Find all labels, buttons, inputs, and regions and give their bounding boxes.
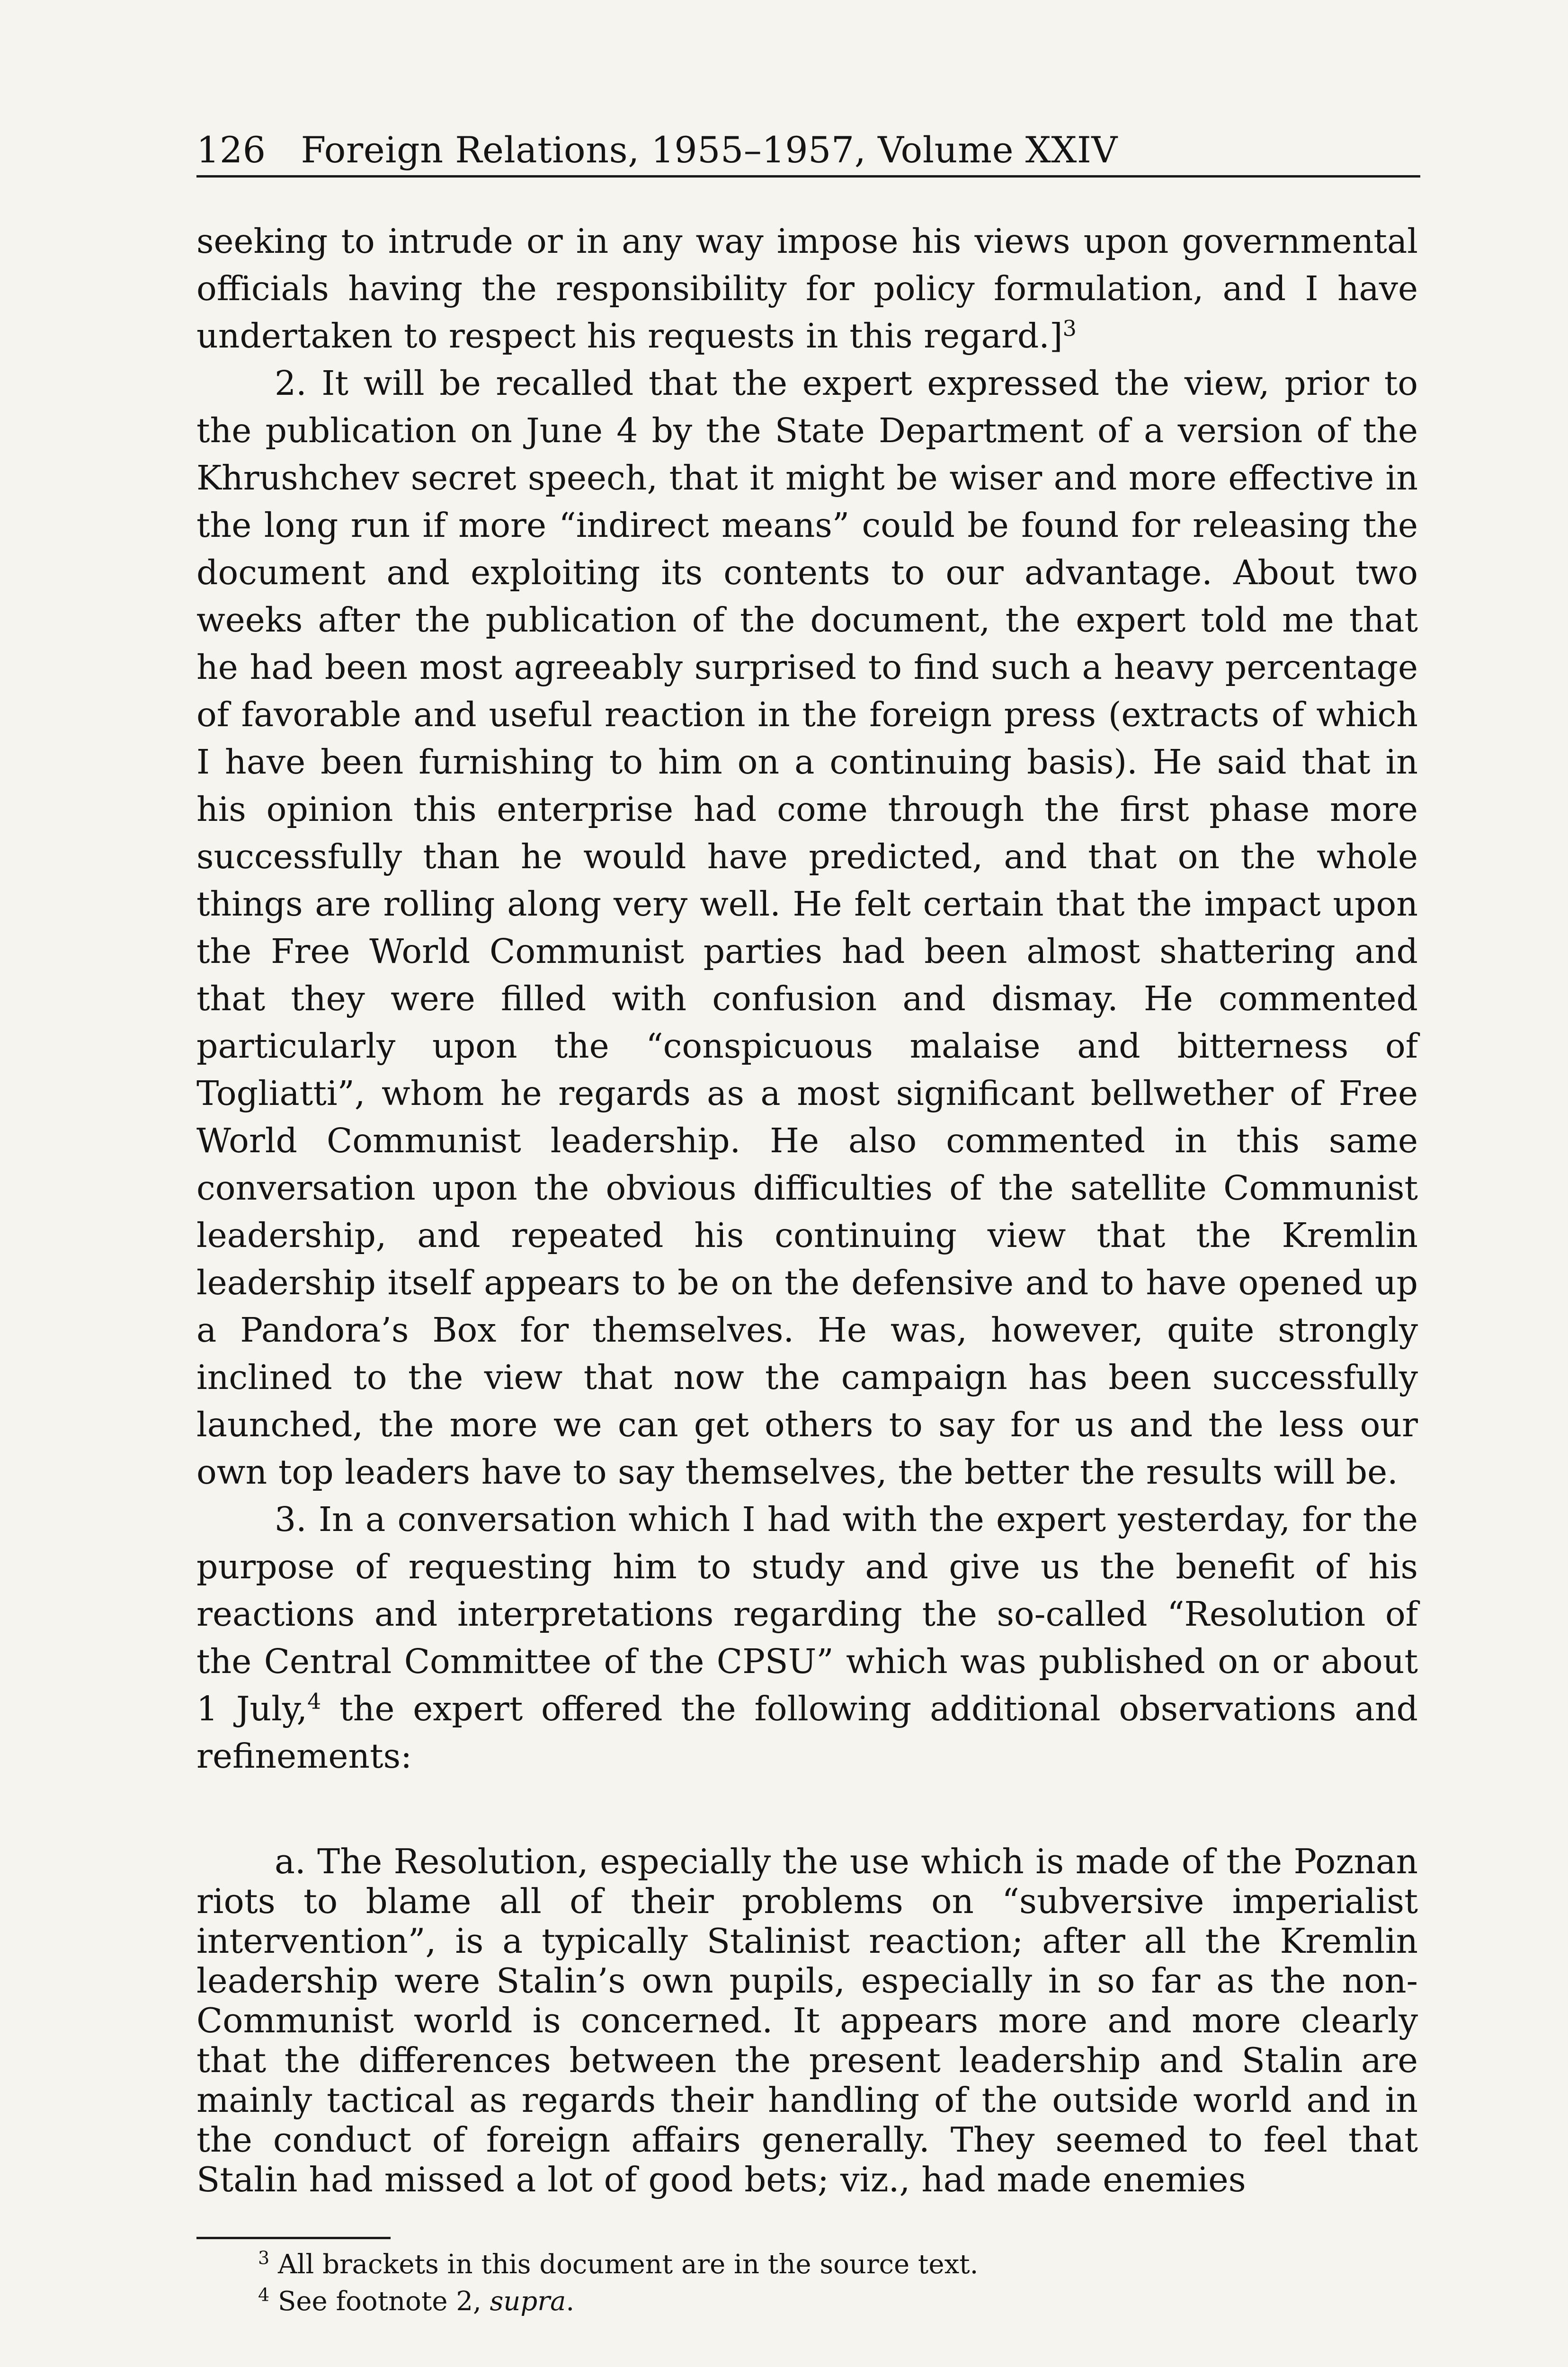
footnotes xyxy=(258,2246,1347,2320)
main-text xyxy=(196,218,1418,1780)
extract-block xyxy=(196,1842,1418,2199)
page-number: 126 xyxy=(196,129,266,171)
paragraph-a-text: a. The Resolution, especially the use which is made of the Poznan riots to blame all of their problems on “subversive imperialist intervention”, is a typically Stalinist reaction; after all the Kremlin leadership were Stalin’s own pupils, especially in so far as the non-Communist world is concerned. It appears more and more clearly that the differences between the present leadership and Stalin are mainly tactical as regards their handling of the outside world and in the conduct of foreign affairs generally. They seemed to feel that Stalin had missed a lot of good bets; viz., had made enemies xyxy=(196,1842,1418,2199)
footnote-4-marker: 4 xyxy=(258,2284,270,2305)
running-header xyxy=(196,124,1420,180)
paragraph-2 xyxy=(196,360,1418,1496)
paragraph-3 xyxy=(196,1496,1418,1780)
footnote-ref-3: 3 xyxy=(1062,315,1077,341)
running-title: Foreign Relations, 1955–1957, Volume XXIV xyxy=(301,129,1118,171)
header-rule xyxy=(196,175,1420,178)
footnote-rule xyxy=(196,2237,391,2239)
paragraph-continued xyxy=(196,218,1418,360)
paragraph-3-text-after: the expert offered the following additional observations and refinements: xyxy=(196,1689,1418,1776)
paragraph-2-text: 2. It will be recalled that the expert expressed the view, prior to the publication on June 4 by the State Department of a version of the Khrushchev secret speech, that it might be wiser and more effective in the long run if more “indirect means” could be found for releasing the document and exploiting its contents to our advantage. About two weeks after the publication of the document, the expert told me that he had been most agreeably surprised to find such a heavy percentage of favorable and useful reaction in the foreign press (extracts of which I have been furnishing to him on a continuing basis). He said that in his opinion this enterprise had come through the first phase more successfully than he would have predicted, and that on the whole things are rolling along very well. He felt certain that the impact upon the Free World Communist parties had been almost shattering and that they were filled with confusion and dismay. He commented particularly upon the “conspicuous malaise and bitterness of Togliatti”, whom he regards as a most significant bellwether of Free World Communist leadership. He also commented in this same conversation upon the obvious difficulties of the satellite Communist leadership, and repeated his continuing view that the Kremlin leadership itself appears to be on the defensive and to have opened up a Pandora’s Box for themselves. He was, however, quite strongly inclined to the view that now the campaign has been successfully launched, the more we can get others to say for us and the less our own top leaders have to say themselves, the better the results will be. xyxy=(196,364,1418,1492)
footnote-3 xyxy=(258,2246,1347,2283)
footnote-ref-4: 4 xyxy=(307,1688,321,1714)
footnote-4-italic: supra xyxy=(490,2286,566,2317)
footnote-4-end: . xyxy=(566,2286,575,2317)
paragraph-3-text-before: 3. In a conversation which I had with the expert yesterday, for the purpose of requesting him to study and give us the benefit of his reactions and interpretations regarding the so-called “Resolution of the Central Committee of the CPSU” which was published on or about 1 July, xyxy=(196,1500,1418,1728)
paragraph-a xyxy=(196,1842,1418,2199)
header-line xyxy=(196,124,1118,176)
paragraph-1-text: seeking to intrude or in any way impose his views upon governmental officials having the responsibility for policy formulation, and I have undertaken to respect his requests in this regard.] xyxy=(196,222,1418,356)
footnote-3-marker: 3 xyxy=(258,2247,270,2269)
footnote-4-text: See footnote 2, xyxy=(278,2286,490,2317)
footnote-4 xyxy=(258,2283,1347,2320)
footnote-3-text: All brackets in this document are in the source text. xyxy=(278,2249,979,2280)
